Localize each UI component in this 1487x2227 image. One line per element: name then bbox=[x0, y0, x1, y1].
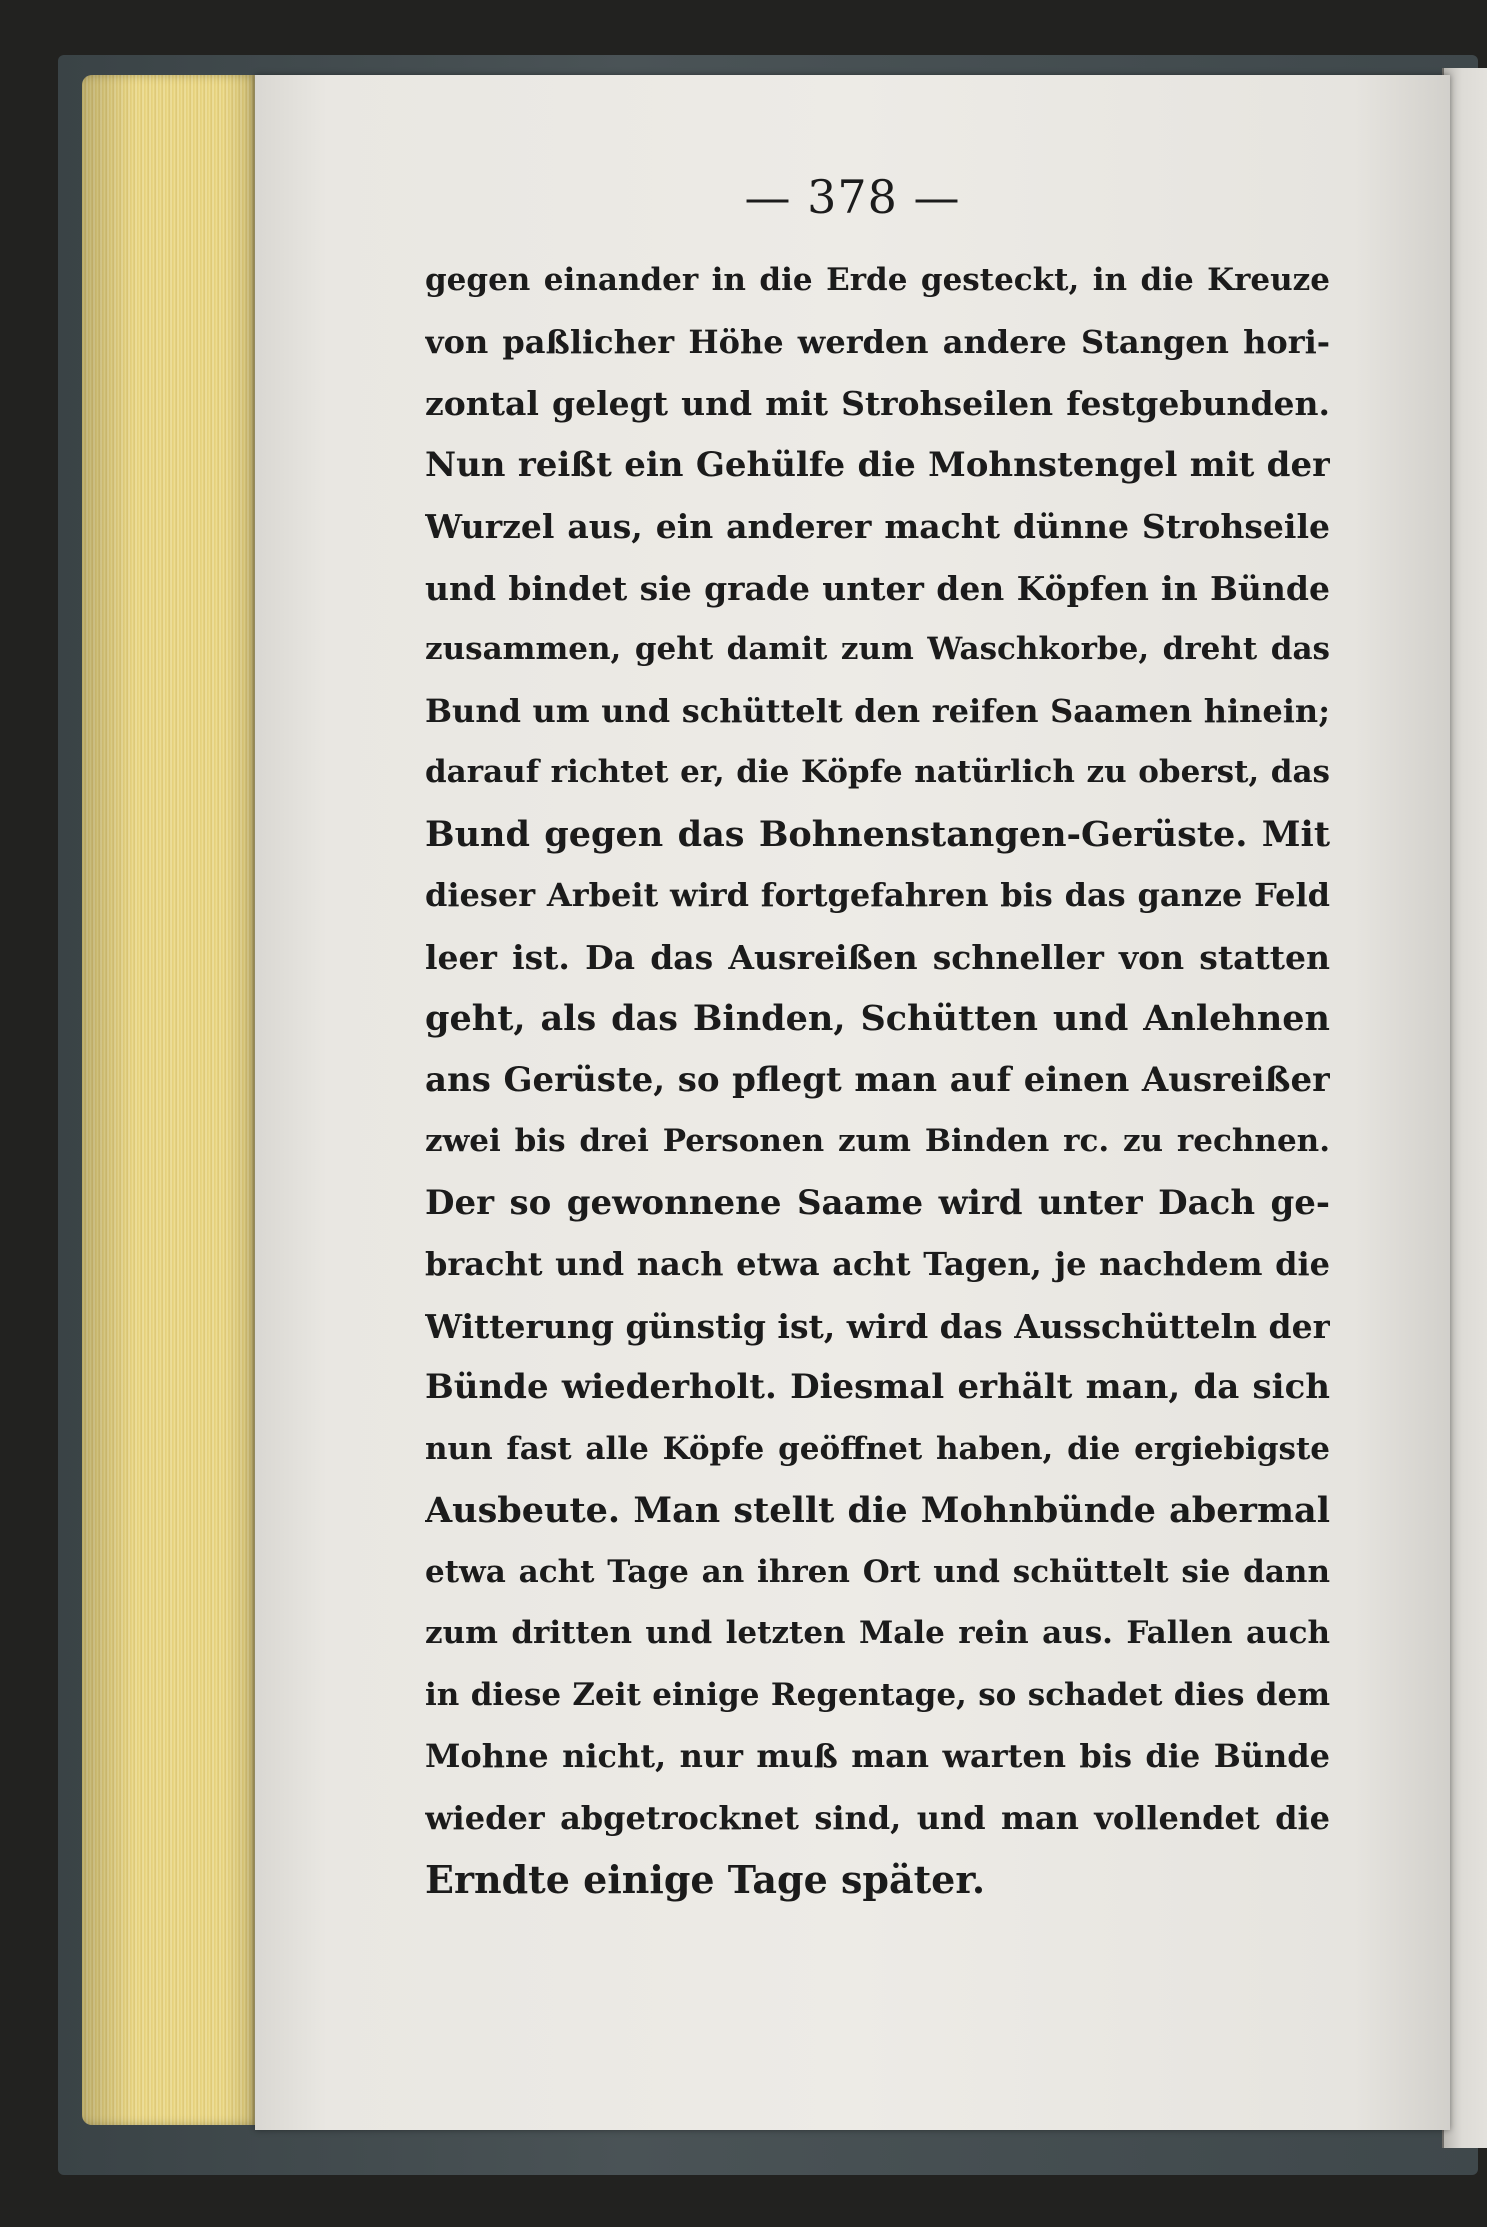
text-line: zusammen, geht damit zum Waschkorbe, dreht das bbox=[425, 631, 1330, 667]
text-line: etwa acht Tage an ihren Ort und schüttelt sie dann bbox=[425, 1553, 1330, 1590]
book-page bbox=[255, 75, 1450, 2130]
text-line: gegen einander in die Erde gesteckt, in die Kreuze bbox=[425, 262, 1330, 298]
text-line: Bünde wiederholt. Diesmal erhält man, da sich bbox=[425, 1367, 1330, 1407]
text-line: dieser Arbeit wird fortgefahren bis das ganze Feld bbox=[425, 876, 1330, 914]
text-line: von paßlicher Höhe werden andere Stangen hori- bbox=[425, 322, 1330, 361]
text-line: Ausbeute. Man stellt die Mohnbünde abermal bbox=[425, 1490, 1330, 1531]
text-line: ans Gerüste, so pflegt man auf einen Ausreißer bbox=[425, 1059, 1330, 1100]
text-line: zwei bis drei Personen zum Binden rc. zu rechnen. bbox=[425, 1123, 1330, 1159]
text-line: Erndte einige Tage später. bbox=[425, 1857, 986, 1902]
page-edges-shadow bbox=[82, 75, 260, 2125]
text-line: Wurzel aus, ein anderer macht dünne Strohseile bbox=[425, 507, 1330, 546]
text-line: Mohne nicht, nur muß man warten bis die Bünde bbox=[425, 1737, 1330, 1775]
text-line: zum dritten und letzten Male rein aus. Fallen auch bbox=[425, 1615, 1330, 1651]
text-line: Der so gewonnene Saame wird unter Dach ge- bbox=[425, 1182, 1330, 1223]
text-line: Nun reißt ein Gehülfe die Mohnstengel mit der bbox=[425, 444, 1330, 485]
text-line: darauf richtet er, die Köpfe natürlich zu oberst, das bbox=[425, 754, 1330, 790]
text-line: zontal gelegt und mit Strohseilen festgebunden. bbox=[425, 384, 1330, 423]
text-line: wieder abgetrocknet sind, und man vollendet die bbox=[425, 1798, 1330, 1837]
text-line: und bindet sie grade unter den Köpfen in Bünde bbox=[425, 568, 1330, 608]
text-line: in diese Zeit einige Regentage, so schadet dies dem bbox=[425, 1676, 1330, 1713]
text-line: nun fast alle Köpfe geöffnet haben, die ergiebigste bbox=[425, 1430, 1330, 1467]
text-line: bracht und nach etwa acht Tagen, je nachdem die bbox=[425, 1245, 1330, 1283]
text-line: Bund um und schüttelt den reifen Saamen hinein; bbox=[425, 691, 1330, 730]
text-line: geht, als das Binden, Schütten und Anlehnen bbox=[425, 998, 1330, 1039]
page-number: — 378 — bbox=[744, 170, 961, 224]
text-line: Bund gegen das Bohnenstangen-Gerüste. Mit bbox=[425, 813, 1330, 855]
text-line: leer ist. Da das Ausreißen schneller von statten bbox=[425, 937, 1330, 977]
page-text bbox=[425, 250, 1330, 1911]
text-line: Witterung günstig ist, wird das Ausschütteln der bbox=[425, 1306, 1330, 1346]
